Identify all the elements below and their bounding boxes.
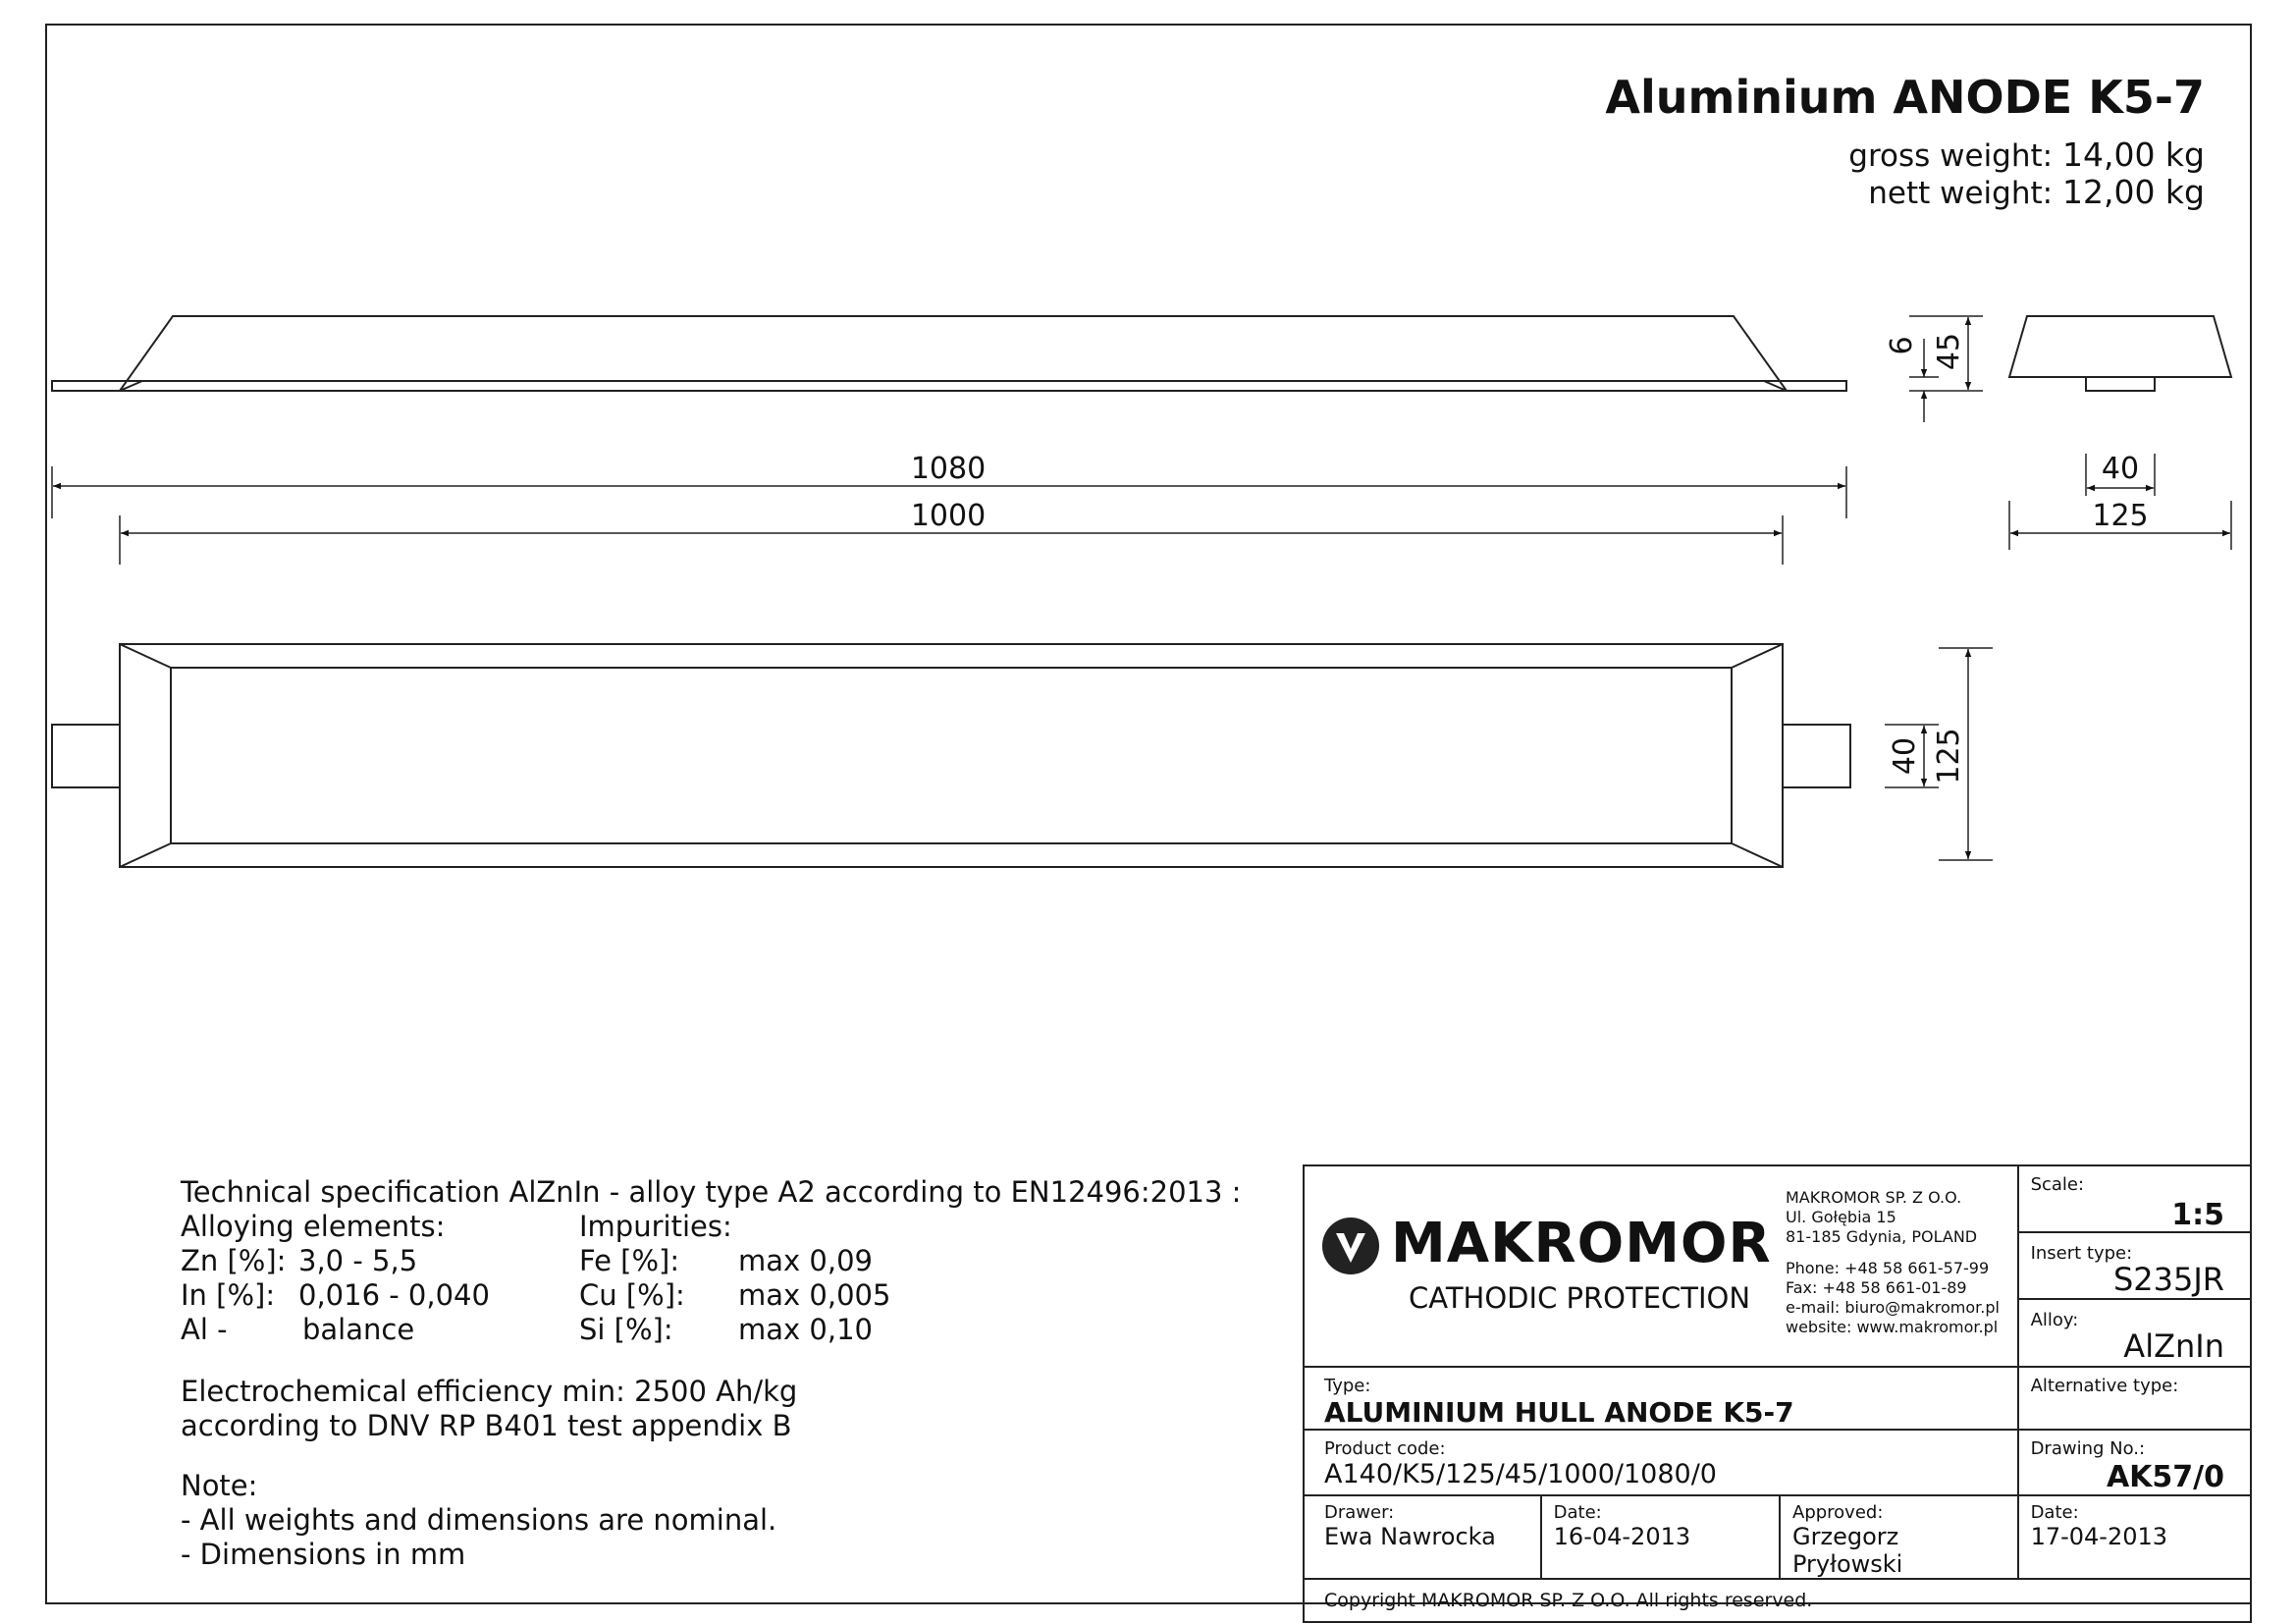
meta-cell: [2018, 1165, 2251, 1367]
impurity-cu-value: max 0,005: [738, 1278, 891, 1312]
alloy-field: [2019, 1300, 2250, 1366]
date-approved-value: 17-04-2013: [2030, 1523, 2168, 1550]
product-code-label: Product code:: [1324, 1438, 1446, 1459]
copyright-text: Copyright MAKROMOR SP. Z O.O. All rights reserved.: [1324, 1590, 1813, 1611]
insert-type-label: Insert type:: [2030, 1243, 2133, 1264]
alloy-al-value: balance: [302, 1313, 415, 1346]
dim-125-end: 125: [2092, 499, 2149, 533]
product-code-field: [1304, 1430, 2018, 1495]
impurity-cu-label: Cu [%]:: [579, 1278, 685, 1312]
plan-view: [52, 644, 1850, 867]
company-address-1: Ul. Gołębia 15: [1786, 1208, 1896, 1226]
drawing-number-label: Drawing No.:: [2030, 1438, 2146, 1459]
efficiency-line-1: Electrochemical efficiency min: 2500 Ah/kg: [181, 1375, 798, 1408]
alternative-type-field: [2018, 1367, 2251, 1430]
alloying-heading: Alloying elements:: [181, 1210, 446, 1243]
dim-40-end: 40: [2101, 452, 2140, 486]
dim-125-plan: 125: [1932, 728, 1966, 785]
scale-field: [2019, 1166, 2250, 1233]
date-drawn-field: [1541, 1495, 1780, 1579]
drawer-value: Ewa Nawrocka: [1324, 1523, 1496, 1550]
company-phone: Phone: +48 58 661-57-99: [1786, 1259, 1990, 1277]
alloy-zn-value: 3,0 - 5,5: [298, 1244, 418, 1277]
type-label: Type:: [1324, 1376, 1371, 1396]
alloy-label: Alloy:: [2030, 1310, 2079, 1330]
impurity-si-label: Si [%]:: [579, 1313, 673, 1346]
dim-6: 6: [1885, 336, 1919, 355]
alloy-zn-label: Zn [%]:: [181, 1244, 287, 1277]
title-block: [1303, 1164, 2252, 1623]
nett-weight-value: 12,00 kg: [2061, 173, 2205, 211]
company-address-2: 81-185 Gdynia, POLAND: [1786, 1227, 1978, 1246]
date-drawn-label: Date:: [1553, 1502, 1602, 1523]
dim-1000: 1000: [910, 499, 987, 533]
scale-value: 1:5: [2171, 1198, 2224, 1232]
drawing-number-field: [2018, 1430, 2251, 1495]
company-name: MAKROMOR SP. Z O.O.: [1786, 1188, 1962, 1207]
alloy-al-label: Al -: [181, 1313, 228, 1346]
drawing-number-value: AK57/0: [2106, 1460, 2224, 1494]
alternative-type-label: Alternative type:: [2030, 1376, 2179, 1396]
end-view: [2009, 316, 2231, 391]
note-heading: Note:: [181, 1469, 258, 1502]
company-fax: Fax: +48 58 661-01-89: [1786, 1278, 1967, 1297]
date-approved-field: [2018, 1495, 2251, 1579]
note-1: - All weights and dimensions are nominal.: [181, 1503, 777, 1537]
insert-type-value: S235JR: [2112, 1261, 2224, 1298]
impurity-fe-label: Fe [%]:: [579, 1244, 680, 1277]
date-drawn-value: 16-04-2013: [1553, 1523, 1691, 1550]
brand-name: MAKROMOR: [1391, 1212, 1772, 1275]
date-approved-label: Date:: [2030, 1502, 2079, 1523]
alloy-value: AlZnIn: [2123, 1327, 2224, 1365]
company-email: e-mail: biuro@makromor.pl: [1786, 1298, 2000, 1317]
company-contact: [1786, 1188, 2000, 1337]
type-field: [1304, 1367, 2018, 1430]
brand-subtitle: CATHODIC PROTECTION: [1409, 1281, 1751, 1315]
copyright-cell: [1304, 1579, 2251, 1622]
impurity-si-value: max 0,10: [738, 1313, 873, 1346]
side-view: [52, 316, 1846, 391]
dim-45: 45: [1932, 332, 1966, 371]
approved-label: Approved:: [1792, 1502, 1884, 1523]
gross-weight-label: gross weight:: [1848, 138, 2054, 174]
product-code-value: A140/K5/125/45/1000/1080/0: [1324, 1459, 1717, 1489]
nett-weight-label: nett weight:: [1868, 176, 2054, 211]
company-website: website: www.makromor.pl: [1786, 1318, 1999, 1336]
insert-type-field: [2019, 1233, 2250, 1300]
dim-40-plan: 40: [1888, 736, 1922, 776]
note-2: - Dimensions in mm: [181, 1538, 466, 1571]
type-value: ALUMINIUM HULL ANODE K5-7: [1324, 1396, 1794, 1429]
approved-field: [1780, 1495, 2018, 1579]
impurities-heading: Impurities:: [579, 1210, 732, 1243]
gross-weight-value: 14,00 kg: [2061, 135, 2205, 174]
dim-1080: 1080: [910, 452, 987, 486]
drawer-field: [1304, 1495, 1541, 1579]
drawer-label: Drawer:: [1324, 1502, 1395, 1523]
makromor-logo-icon: [1322, 1218, 1379, 1274]
alloy-in-label: In [%]:: [181, 1278, 276, 1312]
scale-label: Scale:: [2030, 1174, 2085, 1195]
alloy-in-value: 0,016 - 0,040: [298, 1278, 490, 1312]
efficiency-line-2: according to DNV RP B401 test appendix B: [181, 1409, 792, 1442]
spec-heading: Technical specification AlZnIn - alloy type A2 according to EN12496:2013 :: [181, 1175, 1242, 1209]
company-cell: [1304, 1165, 2018, 1367]
drawing-title: Aluminium ANODE K5-7: [1605, 71, 2205, 124]
approved-value: Grzegorz Pryłowski: [1792, 1523, 1903, 1578]
impurity-fe-value: max 0,09: [738, 1244, 873, 1277]
